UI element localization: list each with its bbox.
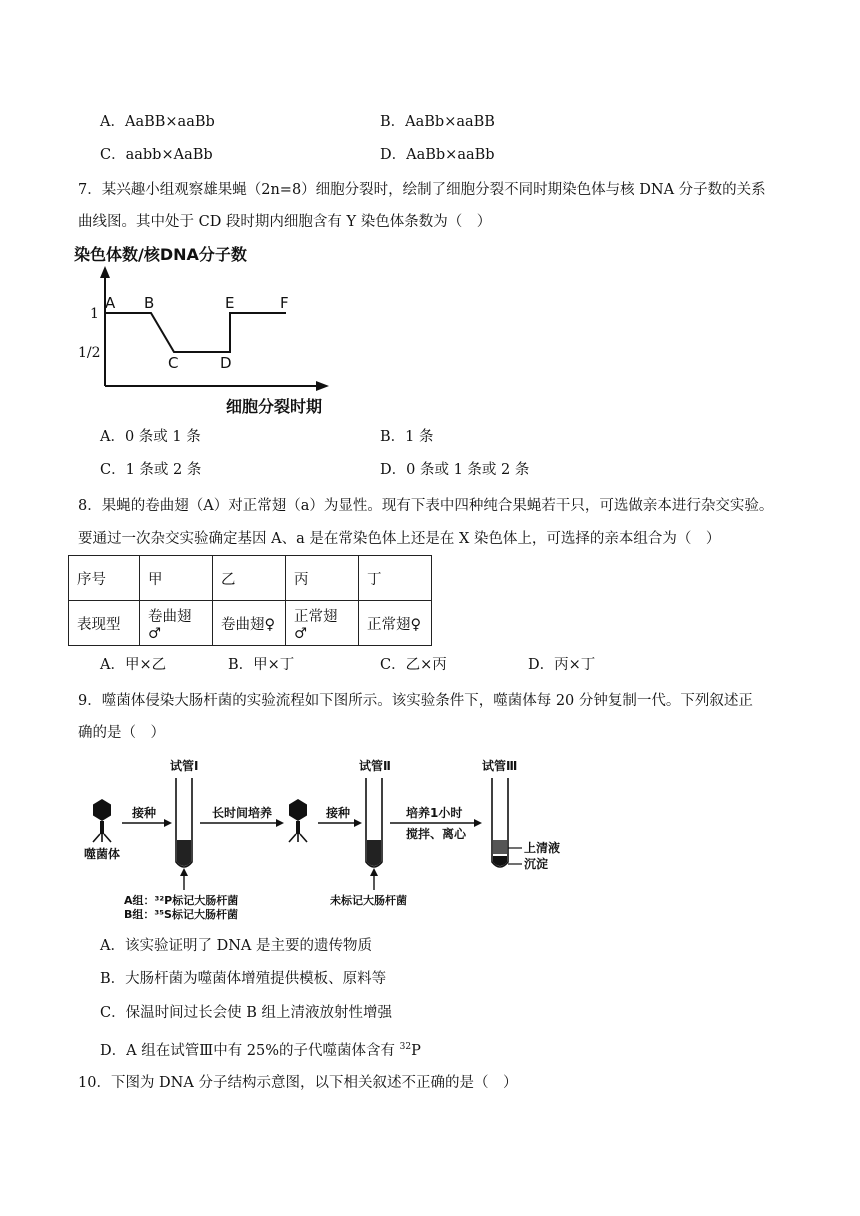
tube3-supernatant <box>493 840 507 854</box>
arrow4-head <box>474 819 482 827</box>
q7-chart <box>74 240 344 420</box>
arrow3-head <box>354 819 362 827</box>
q9-option-b: B．大肠杆菌为噬菌体增殖提供模板、原料等 <box>100 971 387 987</box>
group-b-label: B组：³⁵S标记大肠杆菌 <box>124 908 238 921</box>
q8-option-d: D．丙×丁 <box>528 657 596 673</box>
chart-ylabel: 染色体数/核DNA分子数 <box>74 245 247 264</box>
inoculate1-label: 接种 <box>132 806 157 820</box>
arrow1-head <box>164 819 172 827</box>
table-cell: 表现型 <box>69 601 140 646</box>
stir-centrifuge-label: 搅拌、离心 <box>406 827 467 841</box>
table-cell: 卷曲翅♀ <box>213 601 286 646</box>
q9-stem-line2: 确的是（ ） <box>78 725 165 741</box>
q8-option-a: A．甲×乙 <box>100 657 167 673</box>
chart-x-arrow <box>316 381 329 391</box>
phage-experiment-figure <box>84 756 584 924</box>
q9-option-d <box>100 1037 421 1061</box>
tube1-medium <box>177 840 191 866</box>
q8-stem-line2: 要通过一次杂交实验确定基因 A、a 是在常染色体上还是在 X 染色体上，可选择的亲本组合为（ ） <box>78 531 721 547</box>
q9-stem-line1: 9．噬菌体侵染大肠杆菌的实验流程如下图所示。该实验条件下，噬菌体每 20 分钟复制一代。下列叙述正 <box>78 693 753 709</box>
culture-1h-label: 培养1小时 <box>406 806 463 820</box>
table-cell: 正常翅♂ <box>286 601 359 646</box>
table-cell: 序号 <box>69 556 140 601</box>
supernatant-label: 上清液 <box>524 841 561 855</box>
chart-point-d: D <box>220 354 232 372</box>
chart-xlabel: 细胞分裂时期 <box>226 397 323 416</box>
q7-option-a: A．0 条或 1 条 <box>100 429 201 445</box>
q6-option-c: C．aabb×AaBb <box>100 147 213 163</box>
phage-icon <box>93 799 111 842</box>
table-row <box>69 556 432 601</box>
q6-option-d: D．AaBb×aaBb <box>380 147 495 163</box>
q9-option-a: A．该实验证明了 DNA 是主要的遗传物质 <box>100 938 372 954</box>
long-culture-label: 长时间培养 <box>212 806 273 820</box>
q8-stem-line1: 8．果蝇的卷曲翅（A）对正常翅（a）为显性。现有下表中四种纯合果蝇若干只，可选做亲本进行杂交实验。 <box>78 498 774 514</box>
table-cell: 丁 <box>359 556 432 601</box>
chart-point-b: B <box>144 294 155 312</box>
sediment-label: 沉淀 <box>524 857 549 871</box>
tube1-up-arrow-head <box>180 868 188 876</box>
inoculate2-label: 接种 <box>326 806 351 820</box>
tube3-label: 试管Ⅲ <box>482 759 518 773</box>
chart-curve <box>105 313 286 352</box>
table-cell: 甲 <box>140 556 213 601</box>
q7-stem-line1: 7．某兴趣小组观察雄果蝇（2n=8）细胞分裂时，绘制了细胞分裂不同时期染色体与核 DNA 分子数的关系 <box>78 182 766 198</box>
q7-stem-line2: 曲线图。其中处于 CD 段时期内细胞含有 Y 染色体条数为（ ） <box>78 214 492 230</box>
table-cell: 乙 <box>213 556 286 601</box>
q7-option-d: D．0 条或 1 条或 2 条 <box>380 462 530 478</box>
group-a-label: A组：³²P标记大肠杆菌 <box>124 894 239 907</box>
chart-point-e: E <box>225 294 235 312</box>
tube2-medium <box>367 840 381 866</box>
q6-option-b: B．AaBb×aaBB <box>380 114 495 130</box>
phenotype-table <box>68 555 432 646</box>
q7-option-c: C．1 条或 2 条 <box>100 462 202 478</box>
tube2-up-arrow-head <box>370 868 378 876</box>
phage-icon <box>289 799 307 842</box>
q9-option-c: C．保温时间过长会使 B 组上清液放射性增强 <box>100 1005 392 1021</box>
arrow2-head <box>276 819 284 827</box>
q8-option-b: B．甲×丁 <box>228 657 295 673</box>
table-cell: 卷曲翅♂ <box>140 601 213 646</box>
table-cell: 丙 <box>286 556 359 601</box>
chart-point-f: F <box>280 294 289 312</box>
q10-stem-line1: 10．下图为 DNA 分子结构示意图，以下相关叙述不正确的是（ ） <box>78 1075 518 1091</box>
q9-option-d-text: D．A 组在试管Ⅲ中有 25%的子代噬菌体含有 <box>100 1042 400 1059</box>
q6-option-a: A．AaBB×aaBb <box>100 114 215 130</box>
chart-point-a: A <box>105 294 116 312</box>
q9-option-d-element: P <box>411 1042 421 1059</box>
chart-tick-half: 1/2 <box>78 345 101 361</box>
unlabeled-ecoli-label: 未标记大肠杆菌 <box>330 894 407 907</box>
chart-y-arrow <box>100 266 110 278</box>
q8-option-c: C．乙×丙 <box>380 657 447 673</box>
tube1-label: 试管Ⅰ <box>170 759 199 773</box>
chart-point-c: C <box>168 354 179 372</box>
phage-label: 噬菌体 <box>84 847 121 861</box>
q9-option-d-superscript: 32 <box>399 1042 412 1052</box>
chart-tick-1: 1 <box>90 306 99 322</box>
tube2-label: 试管Ⅱ <box>359 759 391 773</box>
q7-option-b: B．1 条 <box>380 429 434 445</box>
table-row <box>69 601 432 646</box>
table-cell: 正常翅♀ <box>359 601 432 646</box>
